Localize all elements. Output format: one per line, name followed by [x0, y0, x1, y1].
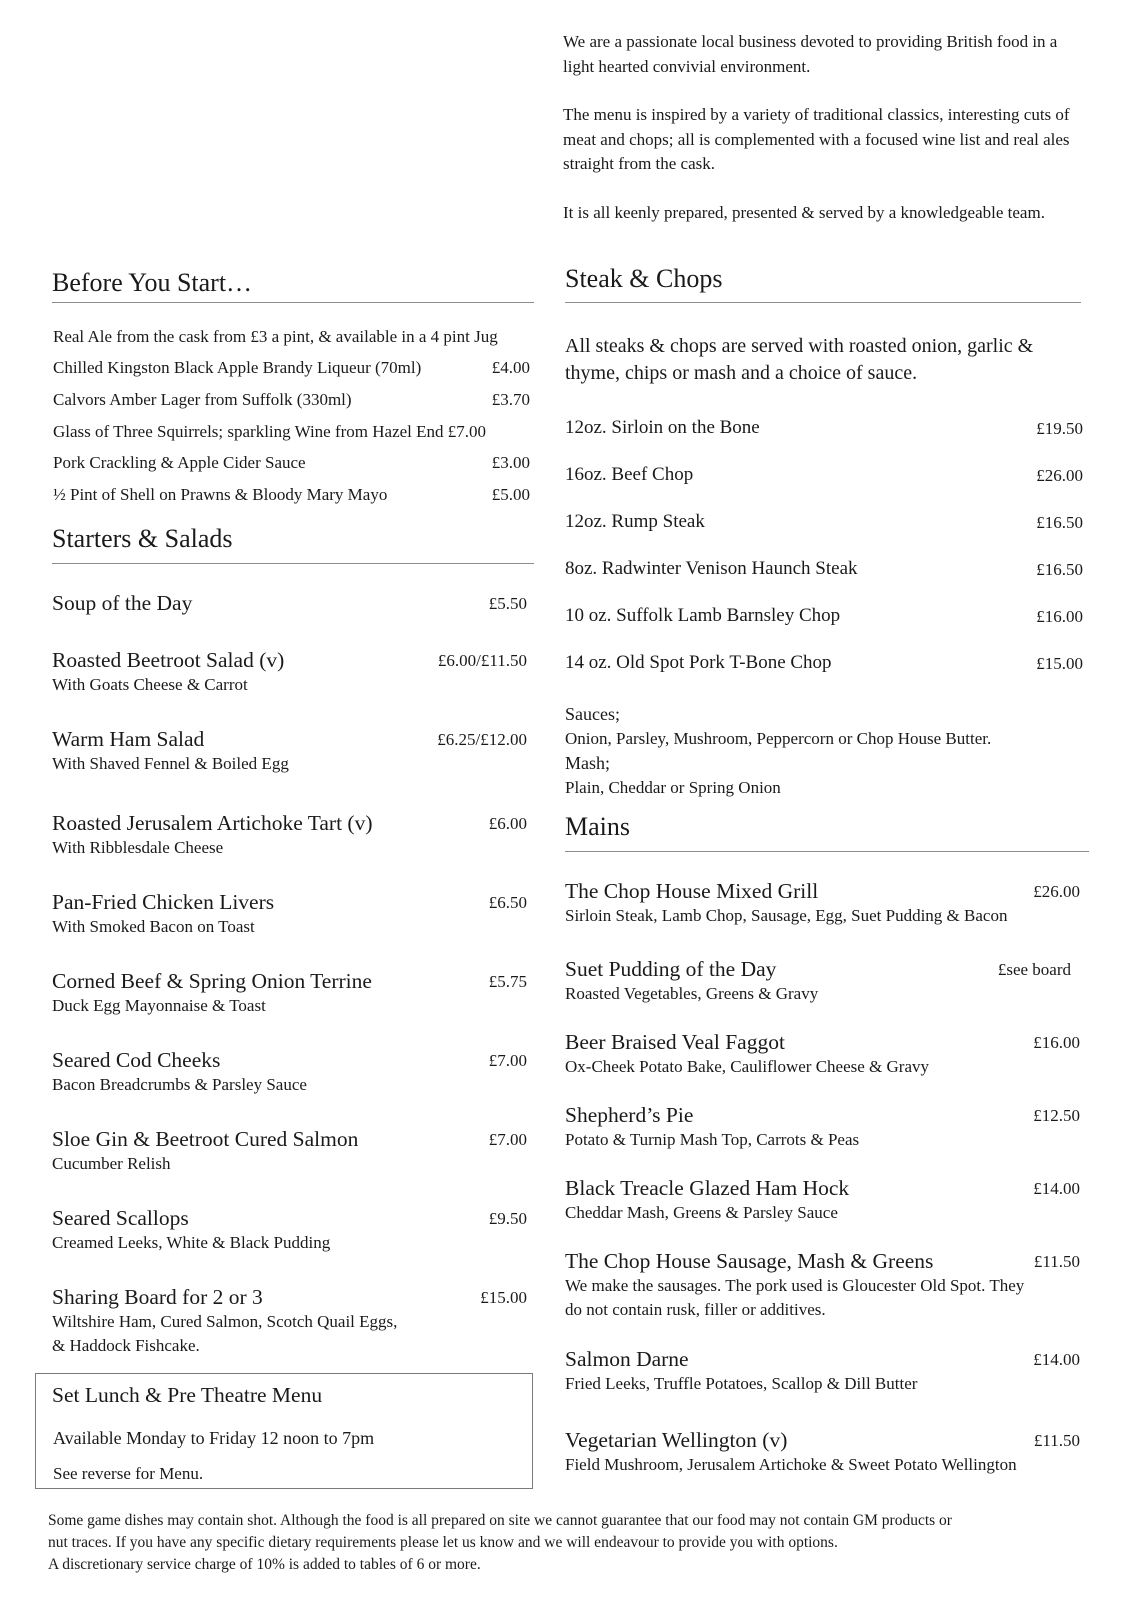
- item-description: With Smoked Bacon on Toast: [52, 917, 255, 936]
- starter-item: [52, 968, 527, 1018]
- starter-item: [52, 1205, 527, 1255]
- starter-item: [52, 647, 527, 697]
- item-price: £16.50: [1036, 560, 1083, 579]
- item-name: Black Treacle Glazed Ham Hock: [565, 1176, 850, 1200]
- starter-item: [52, 1284, 537, 1358]
- item-description: With Shaved Fennel & Boiled Egg: [52, 754, 289, 773]
- drink-name: Real Ale from the cask from £3 a pint, & available in a 4 pint Jug: [53, 327, 498, 346]
- main-item: [565, 1346, 1080, 1396]
- section-title-steak: Steak & Chops: [565, 264, 723, 293]
- item-name: Sloe Gin & Beetroot Cured Salmon: [52, 1127, 359, 1151]
- item-name: Roasted Beetroot Salad (v): [52, 648, 285, 672]
- item-description: do not contain rusk, filler or additives.: [565, 1300, 826, 1319]
- item-price: £9.50: [488, 1209, 527, 1228]
- steak-item: [565, 604, 1083, 628]
- item-name: Corned Beef & Spring Onion Terrine: [52, 969, 372, 993]
- drink-name: Glass of Three Squirrels; sparkling Wine from Hazel End £7.00: [53, 422, 487, 441]
- section-divider: [52, 302, 534, 303]
- drink-item: [53, 327, 538, 347]
- drink-price: £3.00: [491, 453, 530, 472]
- item-name: Salmon Darne: [565, 1347, 689, 1371]
- footer-notes: [48, 1510, 1108, 1576]
- steak-item: [565, 651, 1083, 675]
- starter-item: [52, 590, 527, 616]
- item-description: We make the sausages. The pork used is Gloucester Old Spot. They: [565, 1276, 1025, 1295]
- item-name: Vegetarian Wellington (v): [565, 1428, 788, 1452]
- drink-item: [53, 358, 538, 378]
- intro-paragraph: The menu is inspired by a variety of traditional classics, interesting cuts of meat and chops; all is complemented with a focused wine list and real ales straight from the cask.: [563, 105, 1070, 173]
- item-name: 8oz. Radwinter Venison Haunch Steak: [565, 558, 858, 579]
- intro-paragraph: It is all keenly prepared, presented & served by a knowledgeable team.: [563, 202, 1045, 222]
- steak-intro: All steaks & chops are served with roasted onion, garlic & thyme, chips or mash and a choice of sauce.: [565, 335, 1034, 384]
- intro-text: [563, 30, 1083, 249]
- item-price: £14.00: [1033, 1350, 1080, 1369]
- section-divider: [52, 563, 534, 564]
- item-price: £16.00: [1033, 1033, 1080, 1052]
- item-name: Beer Braised Veal Faggot: [565, 1030, 785, 1054]
- sauces-list: Onion, Parsley, Mushroom, Peppercorn or Chop House Butter.: [565, 728, 992, 748]
- item-name: Shepherd’s Pie: [565, 1103, 694, 1127]
- item-name: Suet Pudding of the Day: [565, 957, 777, 981]
- section-title-mains: Mains: [565, 812, 630, 841]
- item-name: 12oz. Rump Steak: [565, 511, 705, 532]
- item-description: Ox-Cheek Potato Bake, Cauliflower Cheese & Gravy: [565, 1057, 929, 1076]
- item-price: £26.00: [1033, 882, 1080, 901]
- footer-line: A discretionary service charge of 10% is added to tables of 6 or more.: [48, 1556, 481, 1573]
- item-description: Wiltshire Ham, Cured Salmon, Scotch Quail Eggs,: [52, 1312, 398, 1331]
- main-item: [565, 878, 1080, 928]
- footer-line: nut traces. If you have any specific dietary requirements please let us know and we will endeavour to provide you with options.: [48, 1534, 838, 1551]
- sauces-info: [565, 702, 1085, 800]
- item-price: £5.75: [488, 972, 527, 991]
- item-name: Roasted Jerusalem Artichoke Tart (v): [52, 811, 373, 835]
- drink-item: [53, 453, 538, 473]
- item-price: £6.50: [488, 893, 527, 912]
- item-price: £11.50: [1033, 1431, 1080, 1450]
- section-divider: [565, 302, 1081, 303]
- set-lunch-availability: Available Monday to Friday 12 noon to 7pm: [53, 1428, 375, 1448]
- item-price: £15.00: [1036, 654, 1083, 673]
- item-name: Soup of the Day: [52, 591, 193, 615]
- starter-item: [52, 1126, 527, 1176]
- section-title-starters: Starters & Salads: [52, 524, 233, 553]
- item-price: £12.50: [1033, 1106, 1080, 1125]
- item-price: £7.00: [488, 1130, 527, 1149]
- sauces-label: Sauces;: [565, 704, 620, 724]
- set-lunch-title: Set Lunch & Pre Theatre Menu: [52, 1383, 323, 1407]
- steak-item: [565, 557, 1083, 581]
- steak-item: [565, 416, 1083, 440]
- item-description: Cheddar Mash, Greens & Parsley Sauce: [565, 1203, 838, 1222]
- item-description: & Haddock Fishcake.: [52, 1336, 200, 1355]
- item-name: 16oz. Beef Chop: [565, 464, 694, 485]
- section-title-before: Before You Start…: [52, 268, 253, 297]
- item-name: Seared Scallops: [52, 1206, 189, 1230]
- drink-name: Calvors Amber Lager from Suffolk (330ml): [53, 390, 352, 409]
- main-item: [565, 956, 1071, 1006]
- drink-item: [53, 485, 538, 505]
- main-item: [565, 1102, 1080, 1152]
- item-description: Creamed Leeks, White & Black Pudding: [52, 1233, 331, 1252]
- item-name: 12oz. Sirloin on the Bone: [565, 417, 760, 438]
- item-price: £11.50: [1033, 1252, 1080, 1271]
- item-name: Warm Ham Salad: [52, 727, 205, 751]
- steak-item: [565, 463, 1083, 487]
- item-name: 10 oz. Suffolk Lamb Barnsley Chop: [565, 605, 841, 626]
- drink-price: £5.00: [491, 485, 530, 504]
- starter-item: [52, 810, 527, 860]
- item-price: £15.00: [480, 1288, 527, 1307]
- steak-item: [565, 510, 1083, 534]
- footer-line: Some game dishes may contain shot. Although the food is all prepared on site we cannot guarantee that our food may not contain GM products or: [48, 1512, 952, 1529]
- item-price: £6.00: [488, 814, 527, 833]
- starter-item: [52, 1047, 527, 1097]
- item-price: £14.00: [1033, 1179, 1080, 1198]
- item-description: Potato & Turnip Mash Top, Carrots & Peas: [565, 1130, 860, 1149]
- item-price: £6.00/£11.50: [437, 651, 527, 670]
- item-description: With Ribblesdale Cheese: [52, 838, 224, 857]
- item-price: £see board: [997, 960, 1071, 979]
- item-name: Pan-Fried Chicken Livers: [52, 890, 275, 914]
- starter-item: [52, 889, 527, 939]
- intro-paragraph: We are a passionate local business devoted to providing British food in a light hearted convivial environment.: [563, 32, 1058, 76]
- drink-price: £3.70: [491, 390, 530, 409]
- main-item: [565, 1029, 1080, 1079]
- item-description: Sirloin Steak, Lamb Chop, Sausage, Egg, Suet Pudding & Bacon: [565, 906, 1008, 925]
- item-name: 14 oz. Old Spot Pork T-Bone Chop: [565, 652, 832, 673]
- mash-label: Mash;: [565, 753, 610, 773]
- main-item: [565, 1427, 1080, 1477]
- item-name: Seared Cod Cheeks: [52, 1048, 221, 1072]
- drink-name: Pork Crackling & Apple Cider Sauce: [53, 453, 306, 472]
- set-lunch-box: [35, 1373, 533, 1489]
- starter-item: [52, 726, 527, 776]
- main-item: [565, 1175, 1080, 1225]
- item-price: £7.00: [488, 1051, 527, 1070]
- item-price: £16.00: [1036, 607, 1083, 626]
- drink-name: ½ Pint of Shell on Prawns & Bloody Mary Mayo: [53, 485, 388, 504]
- drink-price: £4.00: [491, 358, 530, 377]
- mash-list: Plain, Cheddar or Spring Onion: [565, 777, 781, 797]
- item-name: The Chop House Mixed Grill: [565, 879, 819, 903]
- drink-name: Chilled Kingston Black Apple Brandy Liqueur (70ml): [53, 358, 422, 377]
- section-divider: [565, 851, 1089, 852]
- item-name: Sharing Board for 2 or 3: [52, 1285, 263, 1309]
- item-description: Roasted Vegetables, Greens & Gravy: [565, 984, 819, 1003]
- main-item: [565, 1248, 1080, 1322]
- set-lunch-note: See reverse for Menu.: [53, 1464, 204, 1483]
- item-description: With Goats Cheese & Carrot: [52, 675, 248, 694]
- item-price: £5.50: [488, 594, 527, 613]
- item-price: £16.50: [1036, 513, 1083, 532]
- drink-item: [53, 422, 538, 442]
- item-name: The Chop House Sausage, Mash & Greens: [565, 1249, 934, 1273]
- drink-item: [53, 390, 538, 410]
- item-price: £19.50: [1036, 419, 1083, 438]
- item-price: £26.00: [1036, 466, 1083, 485]
- item-description: Cucumber Relish: [52, 1154, 171, 1173]
- item-description: Duck Egg Mayonnaise & Toast: [52, 996, 266, 1015]
- item-description: Field Mushroom, Jerusalem Artichoke & Sweet Potato Wellington: [565, 1455, 1017, 1474]
- item-price: £6.25/£12.00: [437, 730, 527, 749]
- item-description: Fried Leeks, Truffle Potatoes, Scallop & Dill Butter: [565, 1374, 918, 1393]
- item-description: Bacon Breadcrumbs & Parsley Sauce: [52, 1075, 307, 1094]
